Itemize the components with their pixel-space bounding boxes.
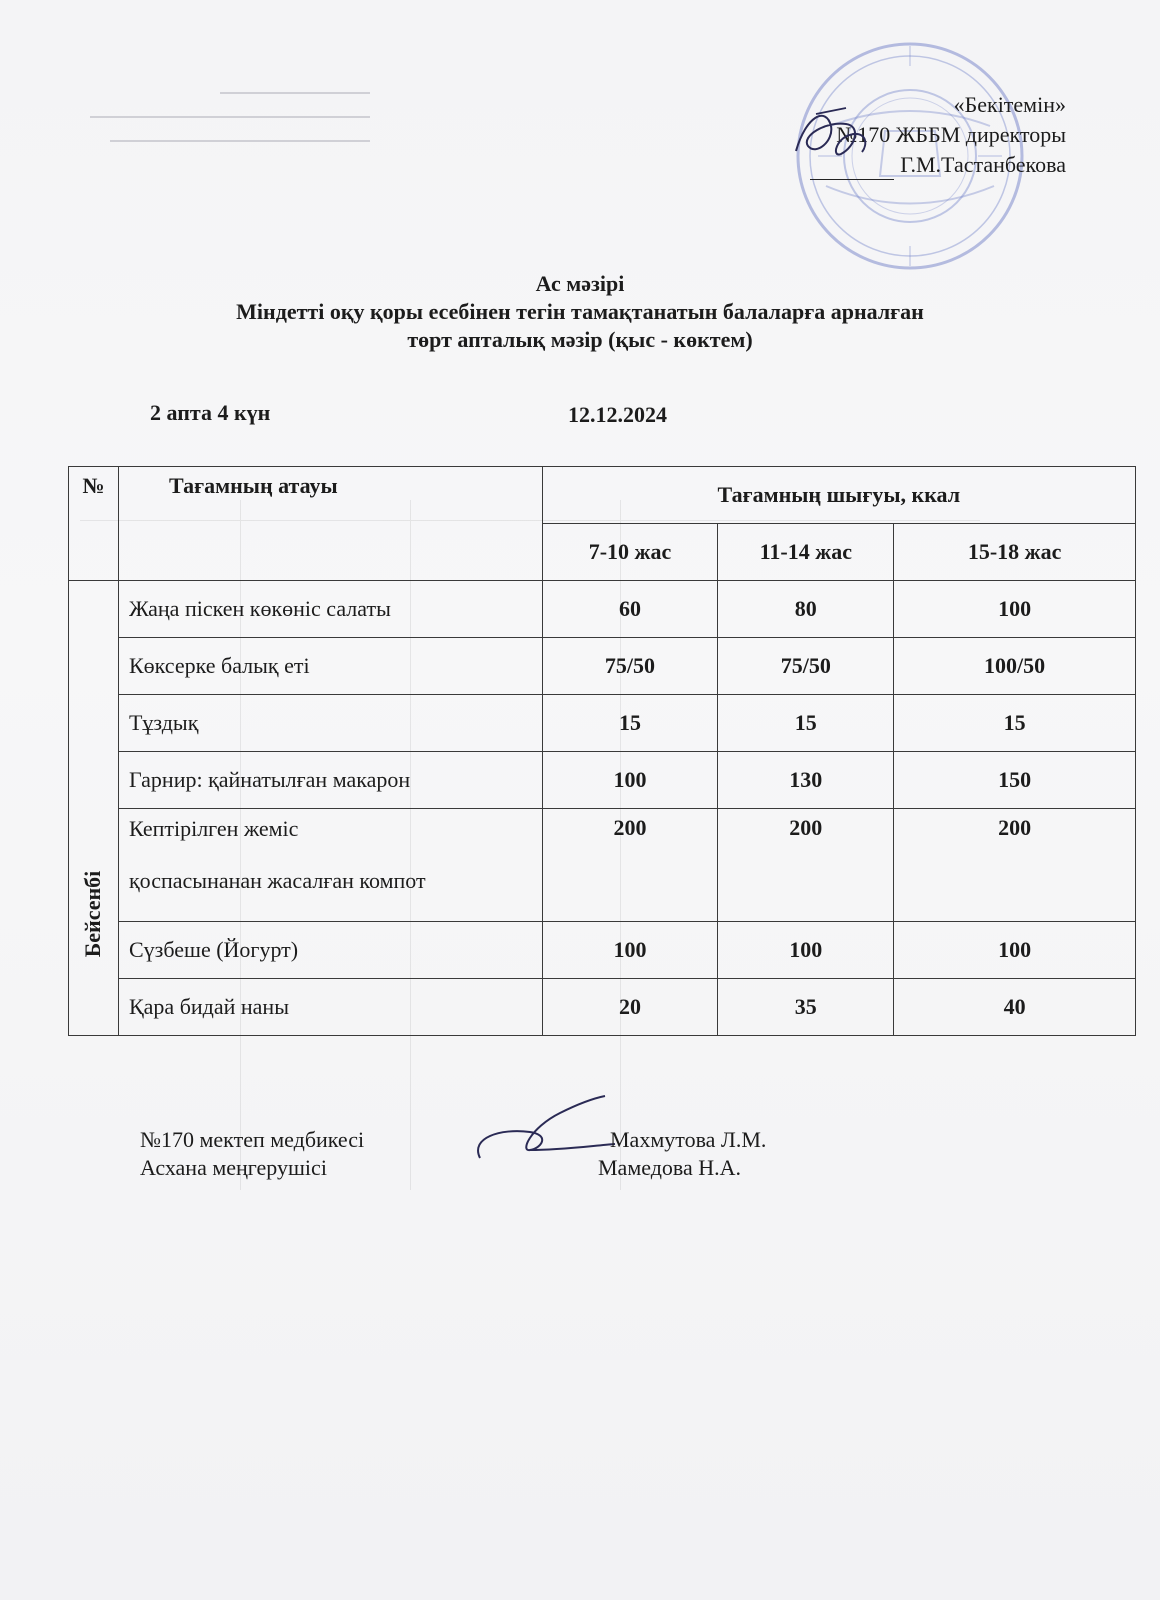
table-row	[69, 922, 1136, 979]
age-group-header: 7-10 жас	[542, 524, 718, 581]
value-cell: 130	[718, 752, 894, 809]
footer-name-nurse: Махмутова Л.М.	[610, 1127, 767, 1152]
day-label-cell	[69, 581, 119, 1036]
approval-name: Г.М.Тастанбекова	[900, 152, 1066, 177]
value-cell: 15	[894, 695, 1136, 752]
value-cell: 150	[894, 752, 1136, 809]
value-cell: 200	[718, 809, 894, 922]
value-cell: 75/50	[718, 638, 894, 695]
value-cell: 100	[542, 922, 718, 979]
table-row	[69, 638, 1136, 695]
value-cell: 35	[718, 979, 894, 1036]
value-cell: 200	[894, 809, 1136, 922]
dish-name: Қара бидай наны	[118, 979, 542, 1036]
table-row	[69, 695, 1136, 752]
dish-name: Сүзбеше (Йогурт)	[118, 922, 542, 979]
value-cell: 100	[718, 922, 894, 979]
dish-name: Кептірілген жеміс	[128, 816, 299, 841]
table-row	[69, 581, 1136, 638]
dish-name: Көксерке балық еті	[118, 638, 542, 695]
value-cell: 20	[542, 979, 718, 1036]
day-label: Бейсенбі	[80, 870, 106, 958]
title-line-2: Міндетті оқу қоры есебінен тегін тамақтанатын балаларға арналған	[236, 299, 924, 324]
footer-roles	[140, 1126, 364, 1182]
menu-table	[68, 466, 1136, 1036]
col-name-header: Тағамның атауы	[118, 467, 542, 581]
value-cell: 80	[718, 581, 894, 638]
header-row	[69, 467, 1136, 524]
show-through-text	[70, 74, 370, 164]
dish-name: Гарнир: қайнатылған макарон	[118, 752, 542, 809]
value-cell: 200	[542, 809, 718, 922]
dish-name-cont: қоспасынанан жасалған компот	[128, 868, 426, 893]
director-signature	[786, 96, 876, 176]
dish-name: Тұздық	[118, 695, 542, 752]
value-cell: 40	[894, 979, 1136, 1036]
title-line-3: төрт апталық мәзір (қыс - көктем)	[407, 327, 753, 352]
dish-name-cell	[118, 809, 542, 922]
value-cell: 15	[542, 695, 718, 752]
value-cell: 75/50	[542, 638, 718, 695]
value-cell: 100	[894, 922, 1136, 979]
footer-role-nurse: №170 мектеп медбикесі	[140, 1127, 365, 1152]
value-cell: 60	[542, 581, 718, 638]
approval-position: №170 ЖББМ директоры	[836, 122, 1066, 147]
value-cell: 100	[894, 581, 1136, 638]
footer-name-canteen: Мамедова Н.А.	[598, 1155, 742, 1180]
dish-name: Жаңа піскен көкөніс салаты	[118, 581, 542, 638]
approval-word: «Бекітемін»	[953, 92, 1066, 117]
table-row	[69, 979, 1136, 1036]
menu-date: 12.12.2024	[568, 402, 667, 427]
document-title	[0, 270, 1160, 354]
age-group-header: 15-18 жас	[894, 524, 1136, 581]
footer-names	[598, 1126, 766, 1182]
value-cell: 100/50	[894, 638, 1136, 695]
col-yield-header: Тағамның шығуы, ккал	[542, 467, 1135, 524]
col-no-header: №	[69, 467, 119, 581]
table-row	[69, 809, 1136, 922]
footer-role-canteen: Асхана меңгерушісі	[140, 1155, 327, 1180]
value-cell: 100	[542, 752, 718, 809]
table-row	[69, 752, 1136, 809]
age-group-header: 11-14 жас	[718, 524, 894, 581]
week-day: 2 апта 4 күн	[150, 400, 271, 425]
title-line-1: Ас мәзірі	[535, 271, 625, 296]
value-cell: 15	[718, 695, 894, 752]
